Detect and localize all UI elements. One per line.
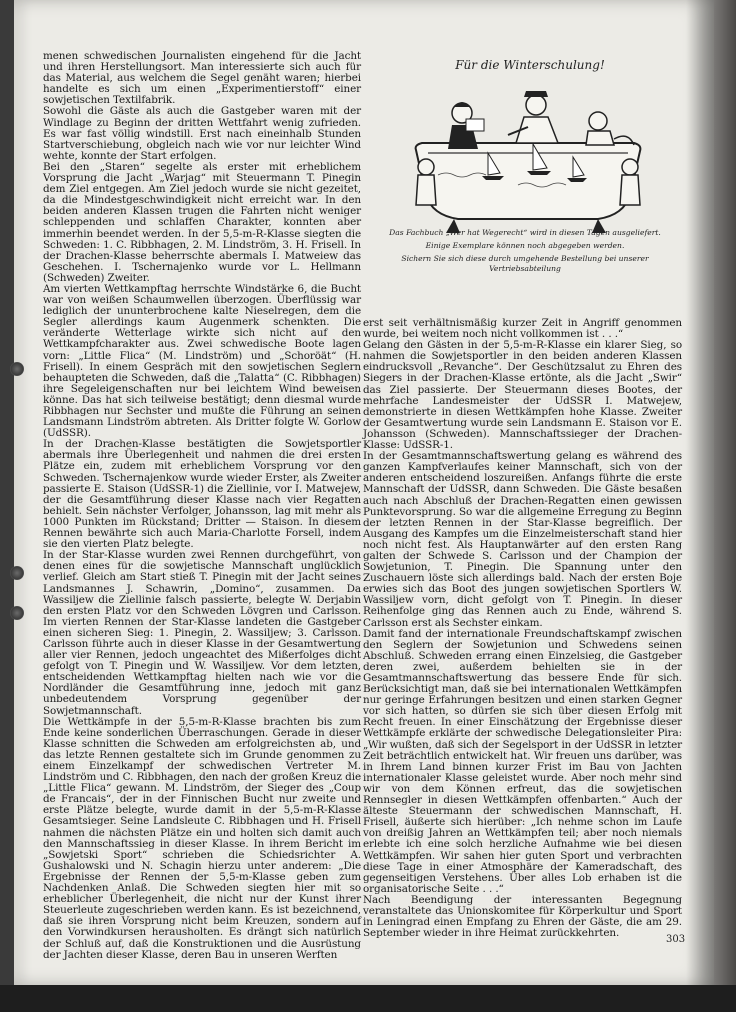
paragraph: Bei den „Staren“ segelte als erster mit erheblichem Vorsprung die Jacht „Warjag“ mit Steuermann T. Pinegin dem Ziel entgegen. Am Ziel jedoch wurde sie nicht gezeitet, da die Mindestgeschwindigkeit nicht erreicht war. In den beiden anderen Klassen trugen die Fahrten nicht weniger schleppenden und schlaffen Charakter, konnten aber immerhin beendet werden. In der 5,5-m-R-Klasse siegten die Schweden: 1. C. Ribbhagen, 2. M. Lindström, 3. H. Frisell. In der Drachen-Klasse beherrschte abermals I. Matweiew das Geschehen. I. Tschernajenko wurde vor L. Hellmann (Schweden) Zweiter. — [43, 160, 361, 284]
paragraph: Nach Beendigung der interessanten Begegnung veranstaltete das Unionskomitee für Körperkultur und Sport in Leningrad einen Empfang zu Ehren der Gäste, die am 29. September wieder in ihre Heimat zurückkehrten. — [363, 893, 682, 940]
illustration-title: Für die Winterschulung! — [455, 58, 605, 72]
scan-border — [0, 985, 736, 1012]
right-text-column — [363, 317, 682, 940]
punch-hole — [10, 362, 24, 376]
paragraph: menen schwedischen Journalisten eingehend für die Jacht und ihren Herstellungsort. Man interessierte sich auch für das Material, aus welchem die Segel genäht waren; hierbei handelte es sich um einen „Experimentierstoff“ einer sowjetischen Textilfabrik. — [43, 50, 361, 107]
book-edge — [714, 0, 736, 985]
page-number: 303 — [666, 934, 686, 945]
paragraph: In der Star-Klasse wurden zwei Rennen durchgeführt, von denen eines für die sowjetische Mannschaft unglücklich verlief. Gleich am Start stieß T. Pinegin mit der Jacht seines Landsmannes J. Schawrin, „Domino“, zusammen. Da Wassiljew die Ziellinie falsch passierte, belegte W. Derjabin den ersten Platz vor den Schweden Lövgren und Carlsson. Im vierten Rennen der Star-Klasse landeten die Gastgeber einen sicheren Sieg: 1. Pinegin, 2. Wassiljew; 3. Carlsson. Carlsson führte auch in dieser Klasse in der Gesamtwertung aller vier Rennen, jedoch ungeachtet des Mißerfolges dicht gefolgt von T. Pinegin und W. Wassiljew. Vor dem letzten, entscheidenden Wettkampftag hielten nach wie vor die Nordländer die Gesamtführung inne, jedoch mit ganz unbedeutendem Vorsprung gegenüber der Sowjetmannschaft. — [43, 549, 361, 717]
paragraph: Die Wettkämpfe in der 5,5-m-R-Klasse brachten bis zum Ende keine sonderlichen Überraschungen. Gerade in dieser Klasse schnitten die Schweden am erfolgreichsten ab, und das letzte Rennen gestaltete sich im Grunde genommen zu einem Einzelkampf der schwedischen Vertreter M. Lindström und C. Ribbhagen, den nach der großen Kreuz die „Little Flica“ gewann. M. Lindström, der Sieger des „Coup de Francais“, der in der Finnischen Bucht nur zweite und erste Plätze belegte, wurde damit in der 5,5-m-R-Klasse Gesamtsieger. Seine Landsleute C. Ribbhagen und H. Frisell nahmen die nächsten Plätze ein und holten sich damit auch den Mannschaftssieg in dieser Klasse. In ihrem Bericht im „Sowjetski Sport“ schrieben die Schiedsrichter A. Gushalowski und N. Schagin hierzu unter anderem: „Die Ergebnisse der Rennen der 5,5-m-Klasse geben zum Nachdenken Anlaß. Die Schweden siegten hier mit so erheblicher Überlegenheit, die nicht nur der Kunst ihrer Steuerleute zugeschrieben werden kann. Es ist bezeichnend, daß sie ihren Vorsprung nicht beim Kreuzen, sondern auf den Vorwindkursen herausholten. Es drängt sich natürlich der Schluß auf, daß die Konstruktionen und die Ausrüstung der Jachten dieser Klasse, deren Bau in unseren Werften — [43, 715, 361, 961]
caption-line-3: Sichern Sie sich diese durch umgehende Bestellung bei unserer Vertriebsabteilung — [401, 254, 649, 273]
caption-line-2: Einige Exemplare können noch abgegeben werden. — [425, 241, 625, 250]
paragraph: In der Gesamtmannschaftswertung gelang es während des ganzen Kampfverlaufes keiner Mannschaft, sich von der anderen entscheidend loszureißen. Anfangs führte die erste Mannschaft der UdSSR, dann Schweden. Die Gäste besaßen auch nach Abschluß der Drachen-Regatten einen gewissen Punktevorsprung. So war die allgemeine Erregung zu Beginn der letzten Rennen in der Star-Klasse begreiflich. Der Ausgang des Kampfes um die Einzelmeisterschaft stand hier noch nicht fest. Als Hauptanwärter auf den ersten Rang galten der Schwede S. Carlsson und der Champion der Sowjetunion, T. Pinegin. Die Spannung unter den Zuschauern löste sich allerdings bald. Nach der ersten Boje erwies sich das Boot des jungen sowjetischen Sportlers W. Wassiljew vorn, dicht gefolgt von T. Pinegin. In dieser Reihenfolge ging das Rennen auch zu Ende, während S. Carlsson erst als Sechster einkam. — [363, 450, 682, 629]
document-page — [14, 0, 714, 985]
caption-line-1: Das Fachbuch „Wer hat Wegerecht“ wird in diesen Tagen ausgeliefert. — [389, 228, 661, 237]
cartoon-bathtub-sailors-illustration — [398, 55, 658, 255]
punch-hole — [10, 606, 24, 620]
page-edge-shadow — [686, 0, 714, 985]
paragraph: Am vierten Wettkampftag herrschte Windstärke 6, die Bucht war von weißen Schaumwellen überzogen. Überflüssig war lediglich der ununterbrochene kalte Nieselregen, dem die Segler allerdings kaum Augenmerk schenkten. Die veränderte Wetterlage wirkte sich nicht auf den Wettkampfcharakter aus. Zwei schwedische Boote lagen vorn: „Little Flica“ (M. Lindström) und „Schoröät“ (H. Frisell). In einem Gespräch mit den sowjetischen Seglern behaupteten die Schweden, daß die „Talatta“ (C. Ribbhagen) ihre Segeleigenschaften nur bei leichtem Wind beweisen könne. Das hat sich teilweise bestätigt; denn diesmal wurde Ribbhagen nur Sechster und mußte die Führung an seinen Landsmann Lindström abtreten. Als Dritter folgte W. Gorlow (UdSSR). — [43, 282, 361, 440]
paragraph: Gelang den Gästen in der 5,5-m-R-Klasse ein klarer Sieg, so nahmen die Sowjetsportler in den beiden anderen Klassen eindrucksvoll „Revanche“. Der Geschützsalut zu Ehren des Siegers in der Drachen-Klasse ertönte, als die Jacht „Swir“ das Ziel passierte. Der Steuermann dieses Bootes, der mehrfache Landesmeister der UdSSR I. Matwejew, demonstrierte in diesen Wettkämpfen hohe Klasse. Zweiter der Gesamtwertung wurde sein Landsmann E. Staison vor E. Johansson (Schweden). Mannschaftssieger der Drachen-Klasse: UdSSR-1. — [363, 339, 682, 452]
paragraph: In der Drachen-Klasse bestätigten die Sowjetsportler abermals ihre Überlegenheit und nahmen die drei ersten Plätze ein, zudem mit erheblichem Vorsprung vor den Schweden. Tschernajenkow wurde wieder Erster, als Zweiter passierte E. Staison (UdSSR-1) die Ziellinie, vor I. Matwejew, der die Gesamtführung dieser Klasse nach vier Regatten behielt. Sein nächster Verfolger, Johansson, lag mit mehr als 1000 Punkten im Rückstand; Dritter — Staison. In diesem Rennen bewährte sich auch Maria-Charlotte Forsell, indem sie den vierten Platz belegte. — [43, 438, 361, 551]
left-text-column — [43, 50, 361, 961]
punch-hole — [10, 566, 24, 580]
paragraph: Sowohl die Gäste als auch die Gastgeber waren mit der Windlage zu Beginn der dritten Wettfahrt wenig zufrieden. Es war fast völlig windstill. Erst nach eineinhalb Stunden Startverschiebung, obgleich nach wie vor nur leichter Wind wehte, konnte der Start erfolgen. — [43, 105, 361, 162]
paragraph: Damit fand der internationale Freundschaftskampf zwischen den Seglern der Sowjetunion und Schwedens seinen Abschluß. Schweden errang einen Einzelsieg, die Gastgeber deren zwei, außerdem behielten sie in der Gesamtmannschaftswertung das bessere Ende für sich. Berücksichtigt man, daß sie bei internationalen Wettkämpfen nur geringe Erfahrungen besitzen und einen starken Gegner vor sich hatten, so dürfen sie sich über diesen Erfolg mit Recht freuen. In einer Einschätzung der Ergebnisse dieser Wettkämpfe erklärte der schwedische Delegationsleiter Pira: „Wir wußten, daß sich der Segelsport in der UdSSR in letzter Zeit beträchtlich entwickelt hat. Wir freuen uns darüber, was in Ihrem Land binnen kurzer Frist im Bau von Jachten internationaler Klasse geleistet wurde. Aber noch mehr sind wir von dem Können erfreut, das die sowjetischen Rennsegler in diesen Wettkämpfen offenbarten.“ Auch der älteste Steuermann der schwedischen Mannschaft, H. Frisell, äußerte sich hierüber: „Ich nehme schon im Laufe von dreißig Jahren an Wettkämpfen teil; aber noch niemals erlebte ich eine solch herzliche Aufnahme wie bei diesen Wettkämpfen. Wir sahen hier guten Sport und verbrachten diese Tage in einer Atmosphäre der Kameradschaft, des gegenseitigen Verstehens. Über alles Lob erhaben ist die organisatorische Seite . . .“ — [363, 627, 682, 895]
paragraph: erst seit verhältnismäßig kurzer Zeit in Angriff genommen wurde, bei weitem noch nicht vollkommen ist . . .“ — [363, 317, 682, 341]
